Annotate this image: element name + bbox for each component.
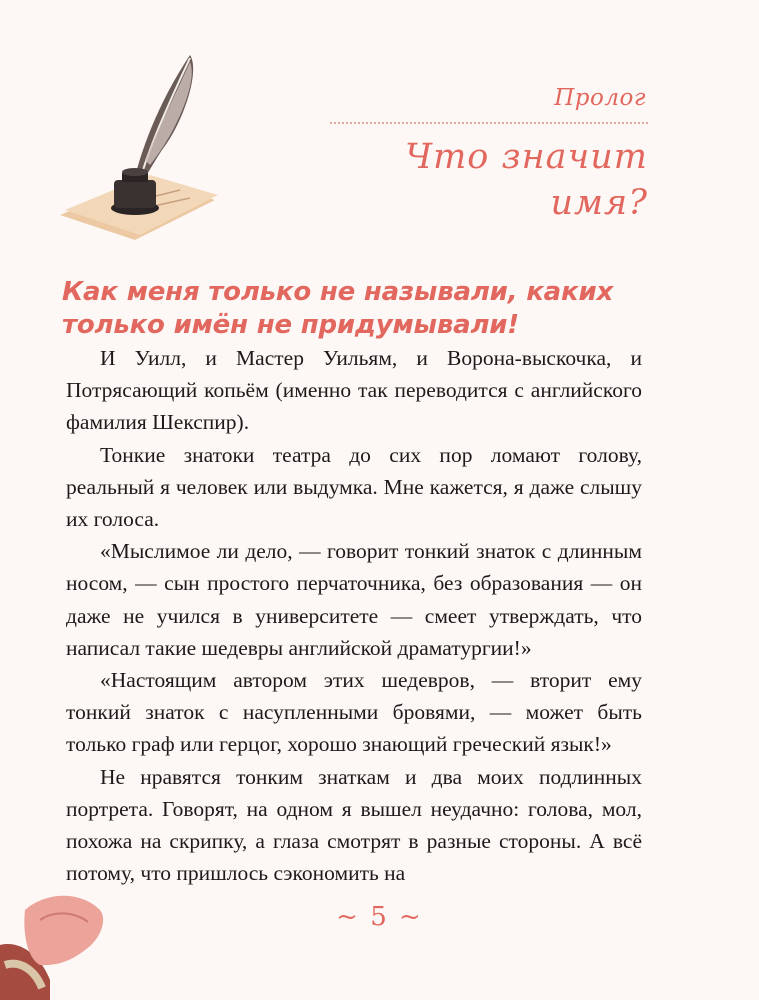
chapter-title: Что значит имя?: [405, 137, 648, 223]
page-number: ~ 5 ~: [336, 902, 423, 932]
quill-inkwell-icon: [50, 40, 220, 240]
chapter-heading: [322, 78, 648, 226]
paragraph: Не нравятся тонким знаткам и два моих подлинных портрета. Говорят, на одном я вышел неудачно: голова, мол, похожа на скрипку, а глаза смотрят в разные стороны. А всё потому, что пришлось сэкономить на: [66, 764, 642, 886]
glove-sleeve-icon: [0, 870, 110, 1000]
paragraph: Тонкие знатоки театра до сих пор ломают голову, реальный я человек или выдумка. Мне кажется, я даже слышу их голоса.: [66, 442, 642, 532]
lead-heading: Как меня только не называли, каких только имён не придумывали!: [62, 277, 614, 340]
paragraph: «Мыслимое ли дело, — говорит тонкий знаток с длинным носом, — сын простого перчаточника, без образования — он даже не учился в университете — смеет утверждать, что написал такие шедевры английской драматургии!»: [66, 539, 642, 660]
paragraph: И Уилл, и Мастер Уильям, и Ворона-выскочка, и Потрясающий копьём (именно так переводится с английского фамилия Шекспир).: [66, 346, 642, 435]
divider: [330, 122, 648, 124]
body-text: [66, 342, 642, 889]
prologue-label: Пролог: [554, 85, 646, 111]
paragraph: «Настоящим автором этих шедевров, — вторит ему тонкий знаток с насупленными бровями, — может быть только граф или герцог, хорошо знающий греческий язык!»: [66, 668, 642, 757]
